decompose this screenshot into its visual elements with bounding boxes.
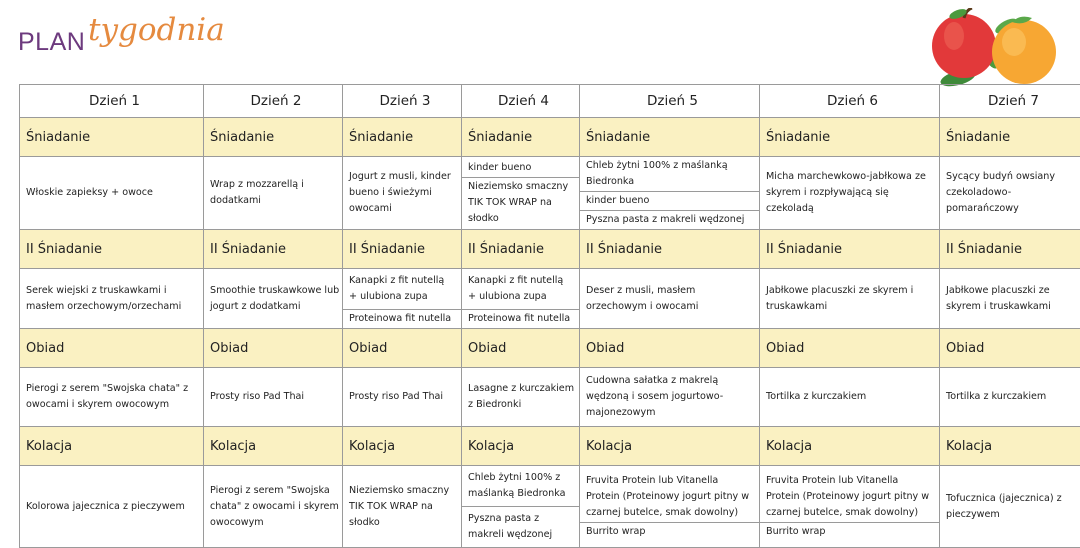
meal-item: Proteinowa fit nutella: [462, 310, 579, 328]
meal-label: II Śniadanie: [20, 230, 204, 269]
meal-label: Obiad: [462, 329, 580, 368]
lunch-cell-day-7: [940, 368, 1080, 427]
breakfast-cell-day-3: [343, 157, 462, 230]
meal-label: Kolacja: [462, 427, 580, 466]
meal-item: Kolorowa jajecznica z pieczywem: [26, 499, 203, 515]
second-breakfast-label-row: [20, 230, 1080, 269]
meal-item: Cudowna sałatka z makrelą wędzoną i sosem jogurtowo-majonezowym: [586, 373, 759, 421]
meal-item: Burrito wrap: [760, 523, 939, 541]
title-tygodnia: tygodnia: [88, 12, 225, 48]
day-4-header: Dzień 4: [462, 85, 580, 118]
second-breakfast-cell-day-6: [760, 269, 940, 329]
meal-item: Prosty riso Pad Thai: [210, 389, 342, 405]
meal-item: kinder bueno: [580, 192, 759, 211]
meal-label: Obiad: [343, 329, 462, 368]
meal-label: II Śniadanie: [940, 230, 1080, 269]
breakfast-cell-day-6: [760, 157, 940, 230]
breakfast-items-row: [20, 157, 1080, 230]
dinner-cell-day-1: [20, 466, 204, 548]
dinner-cell-day-5: [580, 466, 760, 548]
meal-label: Obiad: [760, 329, 940, 368]
dinner-items-row: [20, 466, 1080, 548]
second-breakfast-cell-day-4: [462, 269, 580, 329]
meal-item: Serek wiejski z truskawkami i masłem orzechowym/orzechami: [26, 283, 203, 315]
second-breakfast-cell-day-7: [940, 269, 1080, 329]
weekly-plan-table: [19, 84, 1080, 548]
meal-item: Włoskie zapieksy + owoce: [26, 185, 203, 201]
meal-item: Proteinowa fit nutella: [343, 310, 461, 328]
breakfast-cell-day-4: [462, 157, 580, 230]
dinner-cell-day-7: [940, 466, 1080, 548]
second-breakfast-items-row: [20, 269, 1080, 329]
meal-label: Śniadanie: [462, 118, 580, 157]
meal-label: Śniadanie: [20, 118, 204, 157]
meal-item: Tortilka z kurczakiem: [946, 389, 1080, 405]
meal-item: Tofucznica (jajecznica) z pieczywem: [946, 491, 1080, 523]
day-1-header: Dzień 1: [20, 85, 204, 118]
meal-item: Fruvita Protein lub Vitanella Protein (Proteinowy jogurt pitny w czarnej butelce, smak dowolny): [580, 472, 759, 523]
dinner-cell-day-4: [462, 466, 580, 548]
lunch-cell-day-5: [580, 368, 760, 427]
meal-item: Jabłkowe placuszki ze skyrem i truskawkami: [766, 283, 939, 315]
meal-label: II Śniadanie: [462, 230, 580, 269]
breakfast-cell-day-1: [20, 157, 204, 230]
meal-item: Nieziemsko smaczny TIK TOK WRAP na słodko: [462, 178, 579, 228]
meal-label: II Śniadanie: [343, 230, 462, 269]
title-plan: PLAN: [18, 28, 85, 57]
meal-label: Obiad: [20, 329, 204, 368]
meal-item: Pyszna pasta z makreli wędzonej: [462, 507, 579, 547]
meal-label: II Śniadanie: [204, 230, 343, 269]
meal-label: Obiad: [940, 329, 1080, 368]
meal-item: Chleb żytni 100% z maślanką Biedronka: [462, 466, 579, 507]
day-5-header: Dzień 5: [580, 85, 760, 118]
meal-item: Pierogi z serem "Swojska chata" z owocami i skyrem owocowym: [210, 483, 342, 531]
meal-item: Tortilka z kurczakiem: [766, 389, 939, 405]
dinner-cell-day-2: [204, 466, 343, 548]
meal-label: II Śniadanie: [580, 230, 760, 269]
meal-item: Chleb żytni 100% z maślanką Biedronka: [580, 157, 759, 192]
day-header-row: [20, 85, 1080, 118]
meal-item: Kanapki z fit nutellą + ulubiona zupa: [462, 269, 579, 310]
meal-label: Kolacja: [204, 427, 343, 466]
meal-label: Kolacja: [20, 427, 204, 466]
lunch-label-row: [20, 329, 1080, 368]
meal-label: Śniadanie: [580, 118, 760, 157]
meal-item: Lasagne z kurczakiem z Biedronki: [468, 381, 579, 413]
meal-item: Pierogi z serem "Swojska chata" z owocami i skyrem owocowym: [26, 381, 203, 413]
day-2-header: Dzień 2: [204, 85, 343, 118]
meal-label: Kolacja: [760, 427, 940, 466]
breakfast-cell-day-2: [204, 157, 343, 230]
meal-item: Prosty riso Pad Thai: [349, 389, 461, 405]
meal-label: Obiad: [580, 329, 760, 368]
meal-label: Śniadanie: [343, 118, 462, 157]
lunch-cell-day-3: [343, 368, 462, 427]
meal-item: Fruvita Protein lub Vitanella Protein (Proteinowy jogurt pitny w czarnej butelce, smak dowolny): [760, 472, 939, 523]
day-3-header: Dzień 3: [343, 85, 462, 118]
dinner-cell-day-6: [760, 466, 940, 548]
meal-item: kinder bueno: [462, 159, 579, 178]
lunch-items-row: [20, 368, 1080, 427]
meal-label: Śniadanie: [204, 118, 343, 157]
lunch-cell-day-2: [204, 368, 343, 427]
second-breakfast-cell-day-3: [343, 269, 462, 329]
meal-label: Śniadanie: [760, 118, 940, 157]
second-breakfast-cell-day-5: [580, 269, 760, 329]
meal-item: Deser z musli, masłem orzechowym i owocami: [586, 283, 759, 315]
lunch-cell-day-4: [462, 368, 580, 427]
second-breakfast-cell-day-2: [204, 269, 343, 329]
meal-item: Jogurt z musli, kinder bueno i świeżymi owocami: [349, 169, 461, 217]
breakfast-cell-day-7: [940, 157, 1080, 230]
breakfast-cell-day-5: [580, 157, 760, 230]
breakfast-label-row: [20, 118, 1080, 157]
meal-label: Śniadanie: [940, 118, 1080, 157]
day-7-header: Dzień 7: [940, 85, 1080, 118]
meal-label: Kolacja: [343, 427, 462, 466]
meal-item: Wrap z mozzarellą i dodatkami: [210, 177, 342, 209]
meal-item: Sycący budyń owsiany czekoladowo-pomarańczowy: [946, 169, 1080, 217]
meal-item: Nieziemsko smaczny TIK TOK WRAP na słodko: [349, 483, 461, 531]
second-breakfast-cell-day-1: [20, 269, 204, 329]
meal-label: II Śniadanie: [760, 230, 940, 269]
meal-item: Kanapki z fit nutellą + ulubiona zupa: [343, 269, 461, 310]
fruit-illustration-icon: [928, 8, 1078, 90]
meal-item: Smoothie truskawkowe lub jogurt z dodatkami: [210, 283, 342, 315]
dinner-label-row: [20, 427, 1080, 466]
meal-label: Kolacja: [580, 427, 760, 466]
day-6-header: Dzień 6: [760, 85, 940, 118]
meal-label: Obiad: [204, 329, 343, 368]
meal-item: Micha marchewkowo-jabłkowa ze skyrem i rozpływającą się czekoladą: [766, 169, 939, 217]
lunch-cell-day-6: [760, 368, 940, 427]
dinner-cell-day-3: [343, 466, 462, 548]
meal-item: Burrito wrap: [580, 523, 759, 541]
meal-item: Pyszna pasta z makreli wędzonej: [580, 211, 759, 229]
meal-item: Jabłkowe placuszki ze skyrem i truskawkami: [946, 283, 1080, 315]
lunch-cell-day-1: [20, 368, 204, 427]
meal-label: Kolacja: [940, 427, 1080, 466]
